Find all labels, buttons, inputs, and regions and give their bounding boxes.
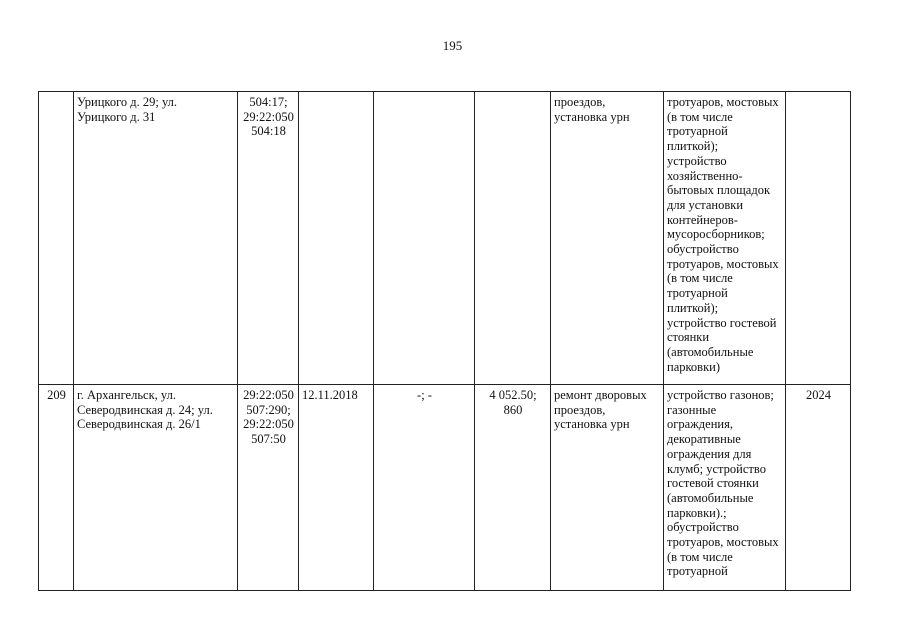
works-detail-cell: тротуаров, мостовых (в том числе тротуарной плиткой); устройство хозяйственно- бытовых площадок для установки контейнеров- мусоросборников; обустройство тротуаров, мостовых (в том числе тротуарной плиткой); устройство гостевой стоянки (автомобильные парковки) [664,92,786,385]
column-5-cell [374,92,475,385]
area-cell: 4 052.50; 860 [475,385,551,591]
page-number: 195 [442,38,463,53]
date-cell: 12.11.2018 [299,385,374,591]
works-cell: проездов, установка урн [551,92,664,385]
table-row [39,385,851,591]
works-table [38,91,851,591]
cadastral-number-cell: 29:22:050 507:290; 29:22:050 507:50 [238,385,299,591]
table-row [39,92,851,385]
column-5-cell: -; - [374,385,475,591]
row-number-cell [39,92,74,385]
works-detail-cell: устройство газонов; газонные ограждения, декоративные ограждения для клумб; устройство гостевой стоянки (автомобильные парковки).; обустройство тротуаров, мостовых (в том числе тротуарной [664,385,786,591]
row-number-cell: 209 [39,385,74,591]
date-cell [299,92,374,385]
year-cell [786,92,851,385]
cadastral-number-cell: 504:17; 29:22:050 504:18 [238,92,299,385]
works-cell: ремонт дворовых проездов, установка урн [551,385,664,591]
area-cell [475,92,551,385]
year-cell: 2024 [786,385,851,591]
address-cell: Урицкого д. 29; ул. Урицкого д. 31 [74,92,238,385]
address-cell: г. Архангельск, ул. Северодвинская д. 24; ул. Северодвинская д. 26/1 [74,385,238,591]
